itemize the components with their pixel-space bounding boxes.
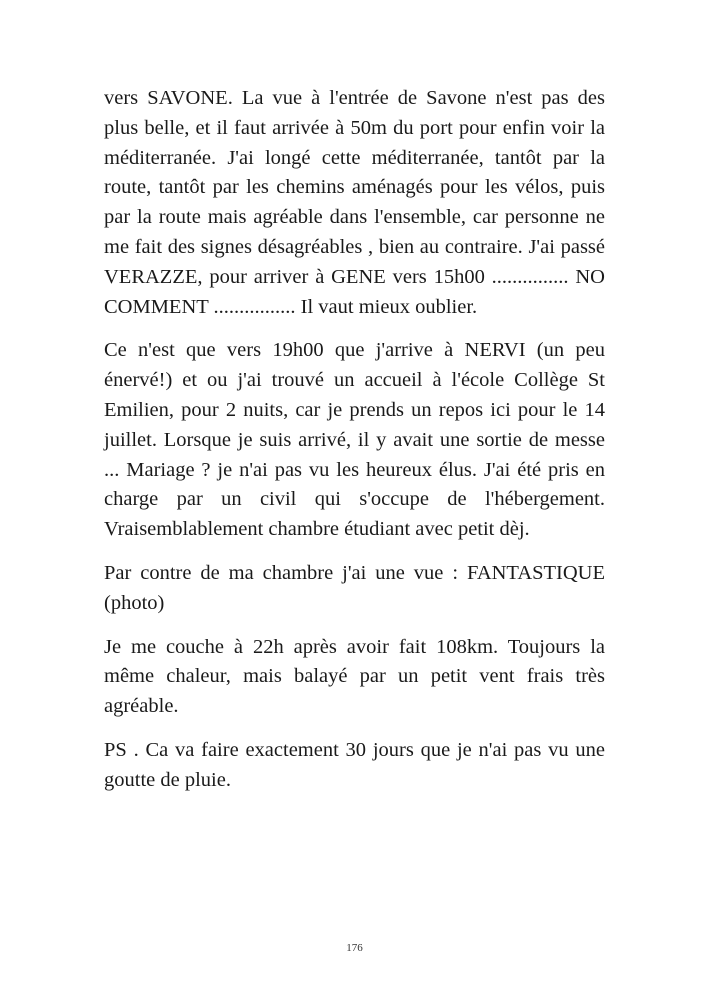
page-number: 176 bbox=[346, 942, 363, 954]
paragraph-vue: Par contre de ma chambre j'ai une vue : FANTASTIQUE (photo) bbox=[104, 561, 605, 614]
paragraph-ps: PS . Ca va faire exactement 30 jours que je n'ai pas vu une goutte de pluie. bbox=[104, 738, 605, 791]
paragraph-coucher: Je me couche à 22h après avoir fait 108km. Toujours la même chaleur, mais balayé par un petit vent frais très agréable. bbox=[104, 635, 605, 718]
paragraph-nervi: Ce n'est que vers 19h00 que j'arrive à NERVI (un peu énervé!) et ou j'ai trouvé un accueil à l'école Collège St Emilien, pour 2 nuits, car je prends un repos ici pour le 14 juillet. Lorsque je suis arrivé, il y avait une sortie de messe ... Mariage ? je n'ai pas vu les heureux élus. J'ai été pris en charge par un civil qui s'occupe de l'hébergement. Vraisemblablement chambre étudiant avec petit dèj. bbox=[104, 339, 605, 541]
paragraph-savone: vers SAVONE. La vue à l'entrée de Savone n'est pas des plus belle, et il faut arrivée à 50m du port pour enfin voir la méditerranée. J'ai longé cette méditerranée, tantôt par la route, tantôt par les chemins aménagés pour les vélos, puis par la route mais agréable dans l'ensemble, car personne ne me fait des signes désagréables , bien au contraire. J'ai passé VERAZZE, pour arriver à GENE vers 15h00 ............... NO COMMENT ................ Il vaut mieux oublier. bbox=[104, 87, 605, 318]
body-text bbox=[104, 84, 605, 810]
